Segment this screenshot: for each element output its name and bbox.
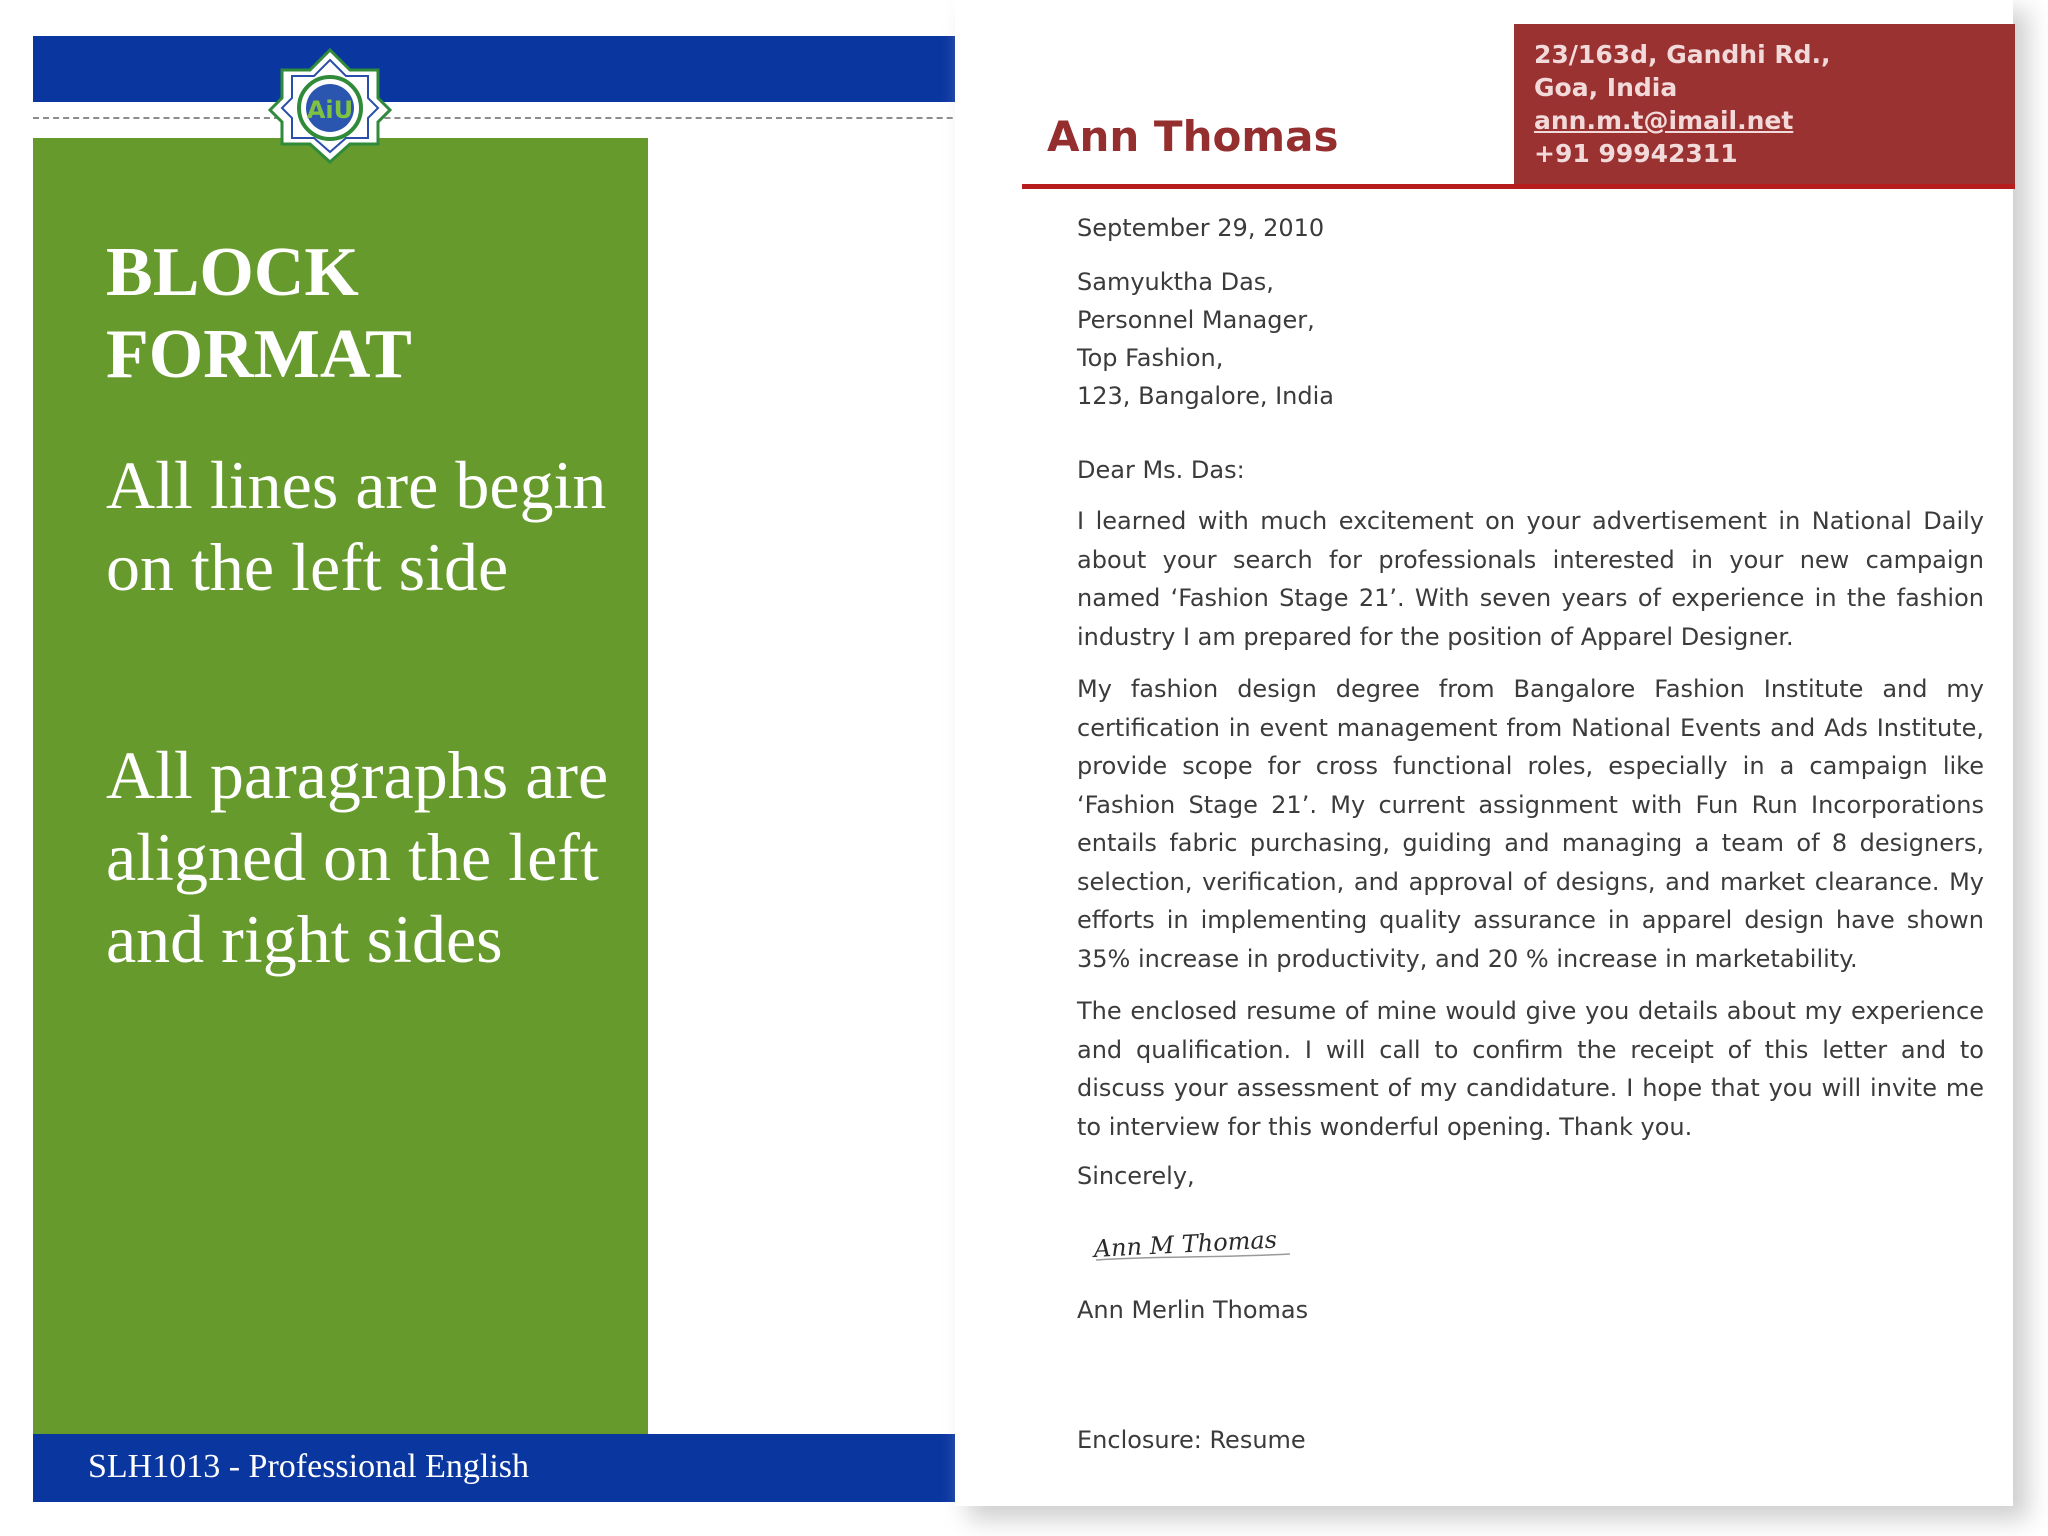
letter-date: September 29, 2010	[1077, 214, 1325, 242]
letter-salutation: Dear Ms. Das:	[1077, 456, 1245, 484]
recipient-line: Samyuktha Das,	[1077, 268, 1274, 296]
letter-paragraph: The enclosed resume of mine would give you details about my experience and qualification. I will call to confirm the receipt of this letter and to discuss your assessment of my candidature. I hope that you will invite me to interview for this wonderful opening. Thank you.	[1077, 997, 1984, 1141]
sender-email: ann.m.t@imail.net	[1534, 106, 1794, 135]
recipient-line: Top Fashion,	[1077, 344, 1224, 372]
sender-address-line: Goa, India	[1534, 73, 1678, 102]
handwritten-signature	[1090, 1220, 1300, 1266]
university-logo-icon	[268, 48, 392, 164]
recipient-line: 123, Bangalore, India	[1077, 382, 1335, 410]
letter-paragraph: I learned with much excitement on your advertisement in National Daily about your search for professionals interested in your new campaign named ‘Fashion Stage 21’. With seven years of experience in the fashion industry I am prepared for the position of Apparel Designer.	[1077, 507, 1984, 651]
slide-bullet: All lines are begin on the left side	[106, 447, 607, 605]
sender-name: Ann Thomas	[1047, 112, 1339, 161]
letter-closing: Sincerely,	[1077, 1162, 1195, 1190]
sender-phone: +91 99942311	[1534, 139, 1738, 168]
recipient-line: Personnel Manager,	[1077, 306, 1315, 334]
letter-signatory-name: Ann Merlin Thomas	[1077, 1296, 1309, 1324]
slide-title: BLOCK FORMAT	[106, 234, 412, 393]
letter-enclosure: Enclosure: Resume	[1077, 1426, 1306, 1454]
sender-address-line: 23/163d, Gandhi Rd.,	[1534, 40, 1831, 69]
slide-bullet: All paragraphs are aligned on the left and right sides	[106, 737, 609, 977]
letter-paragraph: My fashion design degree from Bangalore Fashion Institute and my certification in event management from National Events and Ads Institute, provide scope for cross functional roles, especially in a campaign like ‘Fashion Stage 21’. My current assignment with Fun Run Incorporations entails fabric purchasing, guiding and managing a team of 8 designers, selection, verification, and approval of designs, and market clearance. My efforts in implementing quality assurance in apparel design have shown 35% increase in productivity, and 20 % increase in marketability.	[1077, 675, 1984, 973]
slide-footer-text: SLH1013 - Professional English	[88, 1448, 530, 1485]
signature-text: Ann M Thomas	[1093, 1225, 1278, 1264]
slide-dashed-divider	[33, 117, 1033, 119]
logo-text: AiU	[306, 96, 354, 124]
slide-top-band	[33, 36, 1033, 102]
letter-header-rule	[1022, 184, 2015, 189]
